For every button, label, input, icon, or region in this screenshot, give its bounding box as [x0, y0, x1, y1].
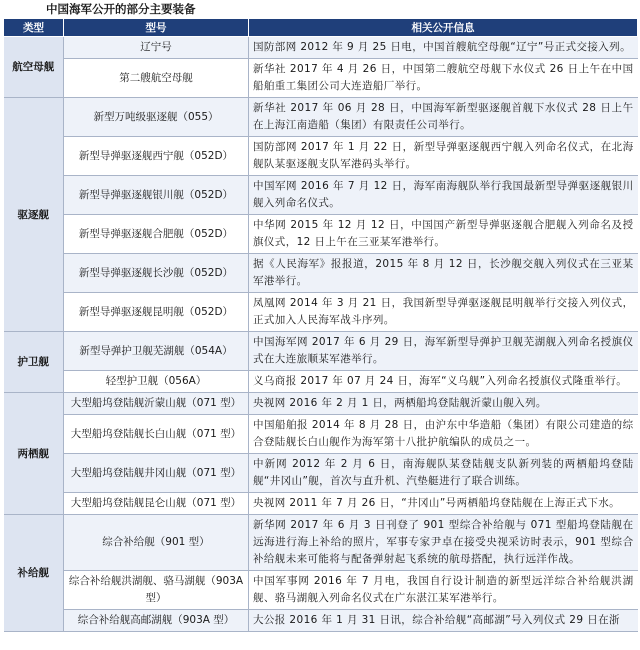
- table-row: [4, 176, 638, 215]
- category-cell: 护卫舰: [4, 332, 64, 393]
- info-cell: 中国海军网 2017 年 6 月 29 日，海军新型导弹护卫舰芜湖舰入列命名授旗仪式在大连旅顺某军港举行。: [249, 332, 638, 371]
- info-cell: 央视网 2011 年 7 月 26 日，“井冈山”号两栖船坞登陆舰在上海正式下水。: [249, 493, 638, 515]
- info-cell: 国防部网 2012 年 9 月 25 日电，中国首艘航空母舰“辽宁”号正式交接入列。: [249, 37, 638, 59]
- info-cell: 义乌商报 2017 年 07 月 24 日，海军“义乌舰”入列命名授旗仪式隆重举行。: [249, 371, 638, 393]
- table-row: [4, 571, 638, 610]
- model-cell: 新型万吨级驱逐舰（055）: [64, 98, 249, 137]
- info-cell: 中国军网 2016 年 7 月 12 日，海军南海舰队举行我国最新型导弹驱逐舰银川舰入列命名仪式。: [249, 176, 638, 215]
- table-row: [4, 454, 638, 493]
- header-model: 型号: [64, 19, 249, 37]
- model-cell: 新型导弹驱逐舰昆明舰（052D）: [64, 293, 249, 332]
- category-cell: 补给舰: [4, 515, 64, 632]
- info-cell: 中国船舶报 2014 年 8 月 28 日，由沪东中华造船（集团）有限公司建造的综合登陆舰长白山舰作为海军第十八批护航编队的成员之一。: [249, 415, 638, 454]
- table-row: [4, 37, 638, 59]
- info-cell: 中华网 2015 年 12 月 12 日，中国国产新型导弹驱逐舰合肥舰入列命名及授旗仪式，12 日上午在三亚某军港举行。: [249, 215, 638, 254]
- table-row: [4, 515, 638, 571]
- info-cell: 中新网 2012 年 2 月 6 日，南海舰队某登陆舰支队新列装的两栖船坞登陆舰“井冈山”舰，首次与直升机、汽垫艇进行了联合训练。: [249, 454, 638, 493]
- category-cell: 两栖舰: [4, 393, 64, 515]
- info-cell: 中国军事网 2016 年 7 月电，我国自行设计制造的新型远洋综合补给舰洪湖舰、骆马湖舰入列命名仪式在广东湛江某军港举行。: [249, 571, 638, 610]
- info-cell: 凤凰网 2014 年 3 月 21 日，我国新型导弹驱逐舰昆明舰举行交接入列仪式，正式加入人民海军战斗序列。: [249, 293, 638, 332]
- model-cell: 综合补给舰（901 型）: [64, 515, 249, 571]
- model-cell: 新型导弹护卫舰芜湖舰（054A）: [64, 332, 249, 371]
- model-cell: 大型船坞登陆舰沂蒙山舰（071 型）: [64, 393, 249, 415]
- table-row: [4, 393, 638, 415]
- model-cell: 新型导弹驱逐舰长沙舰（052D）: [64, 254, 249, 293]
- info-cell: 新华网 2017 年 6 月 3 日刊登了 901 型综合补给舰与 071 型船坞登陆舰在远海进行海上补给的照片，军事专家尹卓在接受央视采访时表示，901 型综合补给舰未来可能将与配备弹射起飞系统的航母搭配，执行远洋作战。: [249, 515, 638, 571]
- table-row: [4, 371, 638, 393]
- model-cell: 综合补给舰高邮湖舰（903A 型）: [64, 610, 249, 632]
- info-cell: 新华社 2017 年 06 月 28 日，中国海军新型驱逐舰首舰下水仪式 28 日上午在上海江南造船（集团）有限责任公司举行。: [249, 98, 638, 137]
- model-cell: 新型导弹驱逐舰西宁舰（052D）: [64, 137, 249, 176]
- header-category: 类型: [4, 19, 64, 37]
- table-header-row: [4, 19, 638, 37]
- info-cell: 据《人民海军》报报道，2015 年 8 月 12 日，长沙舰交舰入列仪式在三亚某军港举行。: [249, 254, 638, 293]
- info-cell: 央视网 2016 年 2 月 1 日，两栖船坞登陆舰沂蒙山舰入列。: [249, 393, 638, 415]
- table-row: [4, 610, 638, 632]
- category-cell: 驱逐舰: [4, 98, 64, 332]
- model-cell: 综合补给舰洪湖舰、骆马湖舰（903A 型）: [64, 571, 249, 610]
- table-row: [4, 215, 638, 254]
- model-cell: 大型船坞登陆舰井冈山舰（071 型）: [64, 454, 249, 493]
- header-info: 相关公开信息: [249, 19, 638, 37]
- model-cell: 新型导弹驱逐舰合肥舰（052D）: [64, 215, 249, 254]
- model-cell: 轻型护卫舰（056A）: [64, 371, 249, 393]
- table-row: [4, 332, 638, 371]
- table-row: [4, 254, 638, 293]
- model-cell: 大型船坞登陆舰长白山舰（071 型）: [64, 415, 249, 454]
- model-cell: 新型导弹驱逐舰银川舰（052D）: [64, 176, 249, 215]
- model-cell: 辽宁号: [64, 37, 249, 59]
- table-row: [4, 98, 638, 137]
- info-cell: 国防部网 2017 年 1 月 22 日，新型导弹驱逐舰西宁舰入列命名仪式，在北海舰队某驱逐舰支队军港码头举行。: [249, 137, 638, 176]
- category-cell: 航空母舰: [4, 37, 64, 98]
- equipment-table: [3, 18, 638, 632]
- table-row: [4, 493, 638, 515]
- table-row: [4, 293, 638, 332]
- info-cell: 大公报 2016 年 1 月 31 日讯，综合补给舰“高邮湖”号入列仪式 29 日在浙: [249, 610, 638, 632]
- table-row: [4, 59, 638, 98]
- page-title: 中国海军公开的部分主要装备: [46, 2, 196, 16]
- model-cell: 大型船坞登陆舰昆仑山舰（071 型）: [64, 493, 249, 515]
- info-cell: 新华社 2017 年 4 月 26 日，中国第二艘航空母舰下水仪式 26 日上午在中国船舶重工集团公司大连造船厂举行。: [249, 59, 638, 98]
- table-row: [4, 415, 638, 454]
- model-cell: 第二艘航空母舰: [64, 59, 249, 98]
- table-row: [4, 137, 638, 176]
